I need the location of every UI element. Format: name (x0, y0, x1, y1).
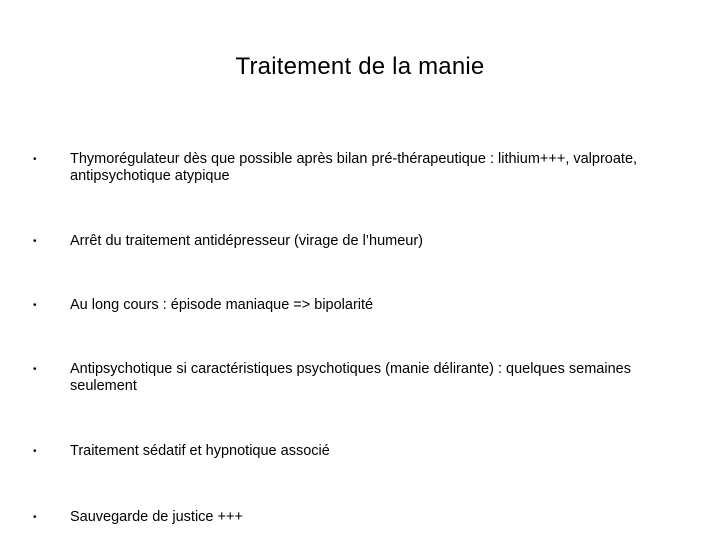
bullet-text: Au long cours : épisode maniaque => bipolarité (70, 297, 374, 313)
bullet-icon: • (33, 154, 37, 165)
bullet-item (33, 233, 673, 250)
slide-title: Traitement de la manie (235, 53, 485, 80)
bullet-icon: • (33, 236, 37, 247)
bullet-item (33, 297, 673, 314)
bullet-text: Traitement sédatif et hypnotique associé (70, 443, 330, 459)
bullet-item (33, 151, 673, 185)
bullet-item (33, 443, 673, 460)
bullet-text: Thymorégulateur dès que possible après bilan pré-thérapeutique : lithium+++, valproate, antipsychotique atypique (70, 151, 638, 184)
bullet-icon: • (33, 300, 37, 311)
bullet-item (33, 509, 673, 526)
bullet-icon: • (33, 512, 37, 523)
bullet-icon: • (33, 446, 37, 457)
bullet-item (33, 361, 673, 395)
bullet-text: Antipsychotique si caractéristiques psychotiques (manie délirante) : quelques semaines seulement (70, 361, 631, 394)
bullet-text: Sauvegarde de justice +++ (70, 509, 243, 525)
bullet-icon: • (33, 364, 37, 375)
bullet-text: Arrêt du traitement antidépresseur (virage de l’humeur) (70, 233, 423, 249)
